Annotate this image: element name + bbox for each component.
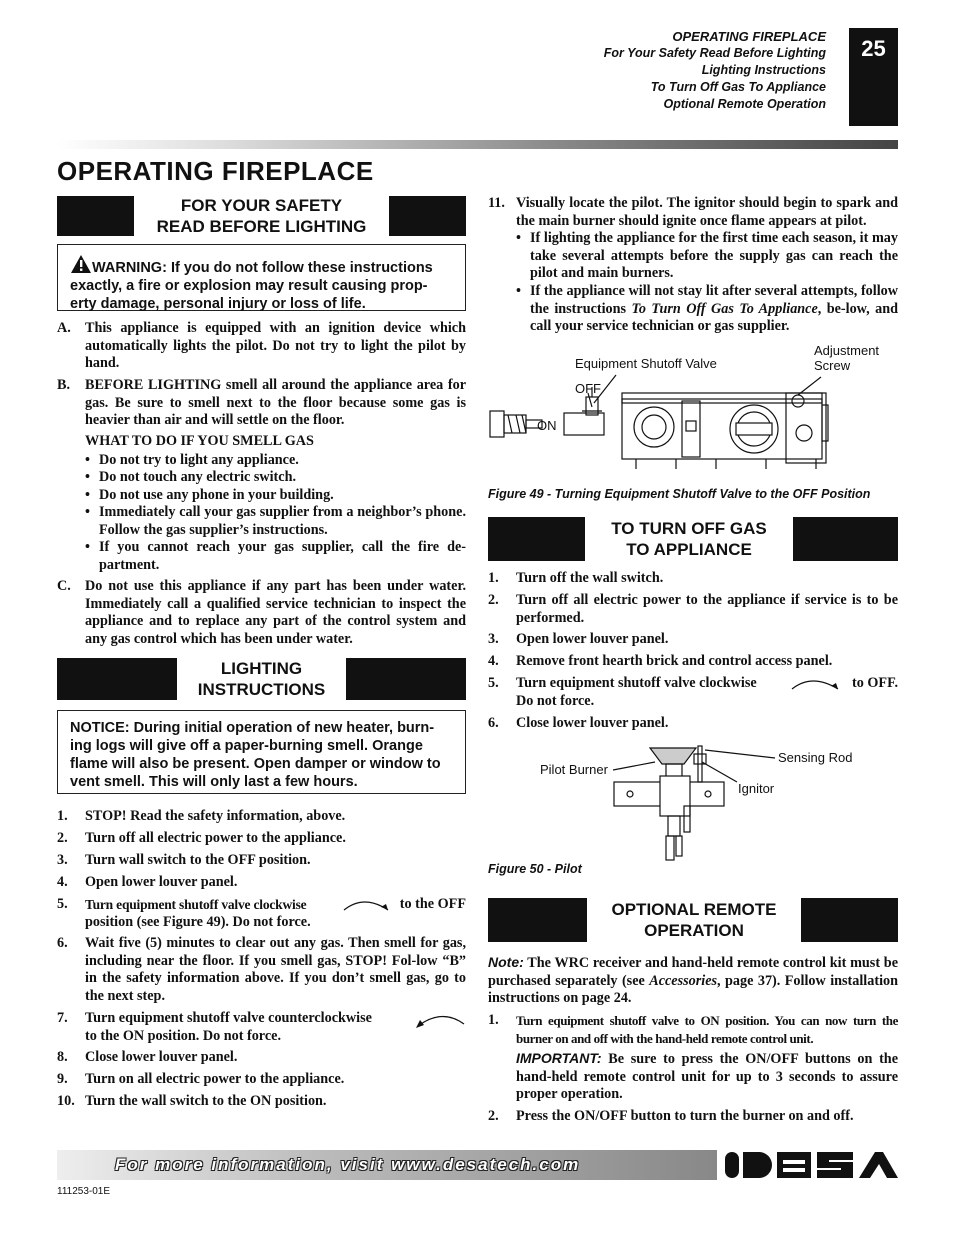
header-line: OPERATING FIREPLACE: [672, 29, 826, 44]
remote-step: 2. Press the ON/OFF button to turn the burner on and off.: [488, 1108, 854, 1124]
section-title: READ BEFORE LIGHTING: [156, 217, 367, 236]
list-item: • Do not touch any electric switch.: [85, 469, 297, 485]
lighting-step: 3. Turn wall switch to the OFF position.: [57, 852, 311, 868]
turnoff-step: 3. Open lower louver panel.: [488, 631, 669, 647]
list-item: • If you cannot reach your gas supplier, call the fire de-partment.: [85, 539, 466, 573]
section-banner-optional-remote: [488, 898, 898, 942]
running-header: [604, 28, 826, 113]
clockwise-arrow-icon: [790, 675, 842, 693]
lighting-step-11: 11. Visually locate the pilot. The ignitor should begin to spark and the main burner should ignite once flame appears at pilot.: [488, 195, 898, 229]
section-banner-safety: [57, 196, 466, 236]
document-number: 111253-01E: [57, 1186, 111, 1197]
safety-item-c: C. Do not use this appliance if any part has been under water. Immediately call a qualified service technician to inspect the appliance and to replace any part of the control system and any gas control which has been under water.: [57, 578, 466, 647]
notice-text: vent smell. This will only last a few hours.: [70, 774, 358, 790]
footer-info: For more information, visit www.desatech.com: [115, 1155, 581, 1174]
lighting-step: 1. STOP! Read the safety information, above.: [57, 808, 346, 824]
desa-logo-icon: [725, 1148, 898, 1182]
remote-step: 1. Turn equipment shutoff valve to ON position. You can now turn the burner on and off with the hand-held remote control unit.: [488, 1012, 898, 1046]
label-on: ON: [537, 418, 557, 433]
turnoff-step: 4. Remove front hearth brick and control access panel.: [488, 653, 833, 669]
page-title: OPERATING FIREPLACE: [57, 156, 374, 186]
section-title: TO TURN OFF GAS: [611, 519, 767, 538]
clockwise-arrow-icon: [342, 896, 392, 914]
section-banner-lighting: [57, 658, 466, 700]
lighting-step: 10. Turn the wall switch to the ON position.: [57, 1093, 327, 1109]
label-off: OFF: [575, 381, 601, 396]
label-ignitor: Ignitor: [738, 781, 775, 796]
desa-logo: [725, 1148, 898, 1182]
warning-label: WARNING:: [92, 260, 167, 276]
warning-box: [57, 244, 466, 311]
notice-text: NOTICE: During initial operation of new heater, burn-: [70, 720, 435, 736]
header-line: Optional Remote Operation: [663, 97, 826, 111]
turnoff-step: 1. Turn off the wall switch.: [488, 570, 664, 586]
notice-text: flame will also be present. Open damper or window to: [70, 756, 441, 772]
list-item: • Do not use any phone in your building.: [85, 487, 334, 503]
list-item: • Immediately call your gas supplier from a neighbor’s phone. Follow the gas supplier’s instructions.: [85, 504, 466, 538]
list-item: • Do not try to light any appliance.: [85, 452, 299, 468]
warning-text: If you do not follow these instructions: [166, 260, 433, 276]
list-item: • If the appliance will not stay lit after several attempts, follow the instructions To Turn Off Gas To Appliance, be-low, and call your service technician or gas supplier.: [516, 283, 898, 334]
turnoff-step: 6. Close lower louver panel.: [488, 715, 669, 731]
section-title: INSTRUCTIONS: [197, 680, 326, 699]
smell-heading: WHAT TO DO IF YOU SMELL GAS: [85, 433, 314, 449]
counterclockwise-arrow-icon: [412, 1010, 466, 1030]
lighting-step: 4. Open lower louver panel.: [57, 874, 238, 890]
label-pilot-burner: Pilot Burner: [540, 762, 608, 777]
remote-note: Note: The WRC receiver and hand-held remote control kit must be purchased separately (see Accessories, page 37). Follow installation instructions on page 24.: [488, 954, 898, 1006]
section-banner-turn-off-gas: [488, 517, 898, 561]
remote-important: IMPORTANT: Be sure to press the ON/OFF buttons on the hand-held remote control unit for up to 3 seconds to assure proper operation.: [516, 1050, 898, 1102]
label-screw: Screw: [814, 358, 851, 373]
list-item: • If lighting the appliance for the first time each season, it may take several attempts before the supply gas can reach the pilot and main burners.: [516, 230, 898, 281]
header-line: For Your Safety Read Before Lighting: [603, 46, 826, 60]
pilot-diagram: [610, 740, 780, 865]
section-title: OPERATION: [644, 921, 744, 940]
header-line: To Turn Off Gas To Appliance: [650, 80, 826, 94]
safety-item-b: B. BEFORE LIGHTING smell all around the appliance area for gas. Be sure to smell next to the floor because some gas is heavier than air and will settle on the floor.: [57, 377, 466, 428]
safety-item-a: A. This appliance is equipped with an ignition device which automatically lights the pilot. Do not try to light the pilot by hand.: [57, 320, 466, 371]
label-equipment-shutoff-valve: Equipment Shutoff Valve: [575, 356, 717, 371]
section-title: FOR YOUR SAFETY: [180, 196, 343, 215]
warning-text: erty damage, personal injury or loss of life.: [70, 296, 366, 312]
gas-valve-diagram: [486, 365, 896, 477]
header-rule: [57, 140, 898, 149]
lighting-step: 9. Turn on all electric power to the appliance.: [57, 1071, 345, 1087]
label-adjustment: Adjustment: [814, 343, 880, 358]
notice-text: ing logs will give off a paper-burning smell. Orange: [70, 738, 423, 754]
page-number: 25: [849, 28, 898, 126]
lighting-step: 7. Turn equipment shutoff valve counterclockwise to the ON position. Do not force.: [57, 1010, 466, 1046]
lighting-step: 2. Turn off all electric power to the appliance.: [57, 830, 346, 846]
figure-50-caption: Figure 50 - Pilot: [488, 862, 582, 876]
lighting-step: 6. Wait five (5) minutes to clear out any gas. Then smell for gas, including near the floor. If you smell gas, STOP! Fol-low “B” in the safety information above. If you don’t smell gas, go to the next step.: [57, 935, 466, 1004]
figure-49-caption: Figure 49 - Turning Equipment Shutoff Valve to the OFF Position: [488, 487, 871, 501]
notice-box: [57, 710, 466, 794]
warning-triangle-icon: [70, 254, 92, 274]
header-line: Lighting Instructions: [701, 63, 826, 77]
turnoff-step: 2. Turn off all electric power to the appliance if service is to be performed.: [488, 592, 898, 626]
warning-text: exactly, a fire or explosion may result causing prop-: [70, 278, 428, 294]
lighting-step: 5. Turn equipment shutoff valve clockwise to the OFF position (see Figure 49). Do not force.: [57, 896, 466, 930]
lighting-step: 8. Close lower louver panel.: [57, 1049, 238, 1065]
label-sensing-rod: Sensing Rod: [778, 750, 853, 765]
turnoff-step: 5. Turn equipment shutoff valve clockwise to OFF. Do not force.: [488, 675, 898, 709]
section-title: TO APPLIANCE: [626, 540, 752, 559]
section-title: LIGHTING: [220, 659, 303, 678]
section-title: OPTIONAL REMOTE: [611, 900, 777, 919]
